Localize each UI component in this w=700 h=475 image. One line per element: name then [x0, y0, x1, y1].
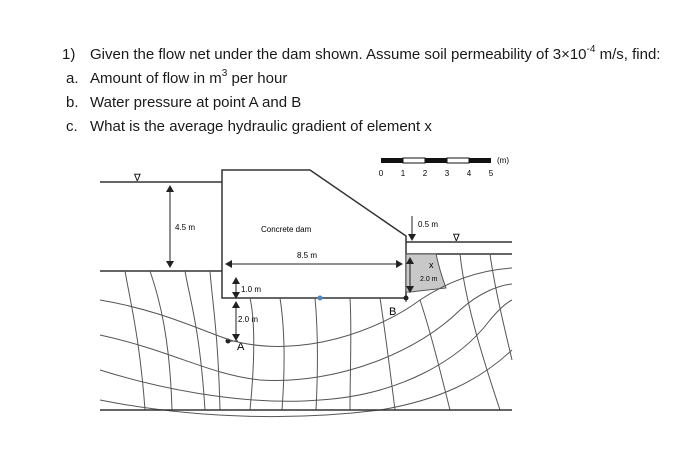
equipotential-line [210, 271, 220, 410]
stem-text: Given the flow net under the dam shown. Assume soil permeability of 3×10 [90, 46, 587, 63]
scale-unit: (m) [497, 156, 509, 165]
item-a-text: Amount of flow in m [90, 70, 222, 87]
upstream-depth-label: 4.5 m [175, 223, 196, 232]
point-b-label: B [389, 306, 397, 318]
equipotential-line [350, 298, 351, 410]
base-marker-point [318, 296, 323, 301]
equipotential-line [420, 300, 450, 410]
stem-text-end: m/s, find: [595, 46, 661, 63]
scale-tick-label: 2 [422, 169, 428, 178]
element-depth-label: 2.0 m [420, 276, 438, 283]
dam-label: Concrete dam [261, 225, 312, 234]
element-x [406, 254, 446, 292]
scale-segment [403, 158, 425, 163]
stem-exponent: -4 [586, 44, 596, 55]
item-a-text-end: per hour [227, 70, 288, 87]
item-marker: b. [66, 94, 79, 111]
item-b-text: Water pressure at point A and B [90, 94, 302, 111]
scale-segment [425, 158, 447, 163]
scale-tick-label: 0 [378, 169, 384, 178]
scale-segment [447, 158, 469, 163]
concrete-dam [222, 170, 406, 298]
depth-2-label: 2.0 m [238, 315, 259, 324]
point-a-label: A [237, 341, 245, 353]
question-number: 1) [62, 46, 76, 63]
downstream-water-symbol: ∇ [453, 233, 460, 244]
depth-1-label: 1.0 m [241, 285, 262, 294]
scale-tick-label: 5 [488, 169, 494, 178]
item-marker: c. [66, 118, 78, 135]
upstream-water-symbol: ∇ [134, 173, 141, 184]
equipotential-line [125, 271, 145, 410]
scale-segment [469, 158, 491, 163]
point-b-dot [404, 296, 409, 301]
equipotential-line [185, 271, 205, 410]
item-c-text: What is the average hydraulic gradient of element x [90, 118, 432, 135]
scale-tick-label: 3 [444, 169, 450, 178]
base-width-label: 8.5 m [297, 251, 318, 260]
equipotential-line [315, 298, 317, 410]
item-a-exponent: 3 [221, 68, 228, 79]
scale-tick-label: 4 [466, 169, 472, 178]
flow-line [100, 350, 512, 417]
downstream-depth-label: 0.5 m [418, 220, 439, 229]
scale-bar [379, 156, 510, 178]
scale-segment [381, 158, 403, 163]
scale-tick-label: 1 [400, 169, 406, 178]
equipotential-line [280, 298, 284, 410]
equipotential-line [150, 271, 172, 410]
element-x-label: x [429, 260, 434, 270]
item-marker: a. [66, 70, 79, 87]
